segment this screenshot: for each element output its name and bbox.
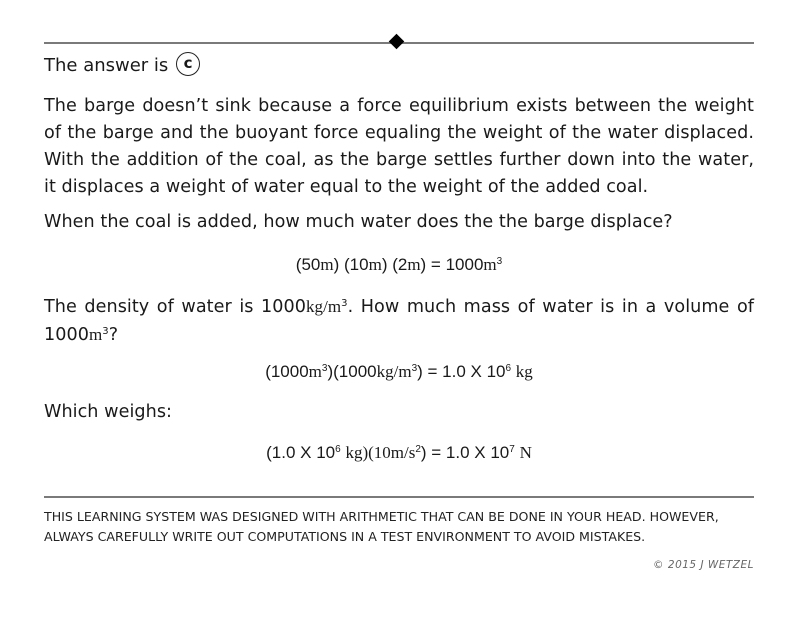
answer-statement — [44, 53, 200, 79]
answer-choice-badge: c — [176, 52, 200, 76]
explanation-paragraph: The barge doesn’t sink because a force equilibrium exists between the weight of the barge and the buoyant force equaling the weight of the water displaced. With the addition of the coal, as the barge settles further down into the water, it displaces a weight of water equal to the weight of the added coal. — [44, 96, 754, 197]
diamond-ornament-icon — [389, 34, 405, 50]
weight-equation: (1.0 X $10^6$ $kg)(10m/s^2) = 1.0$ X $10^7$ N — [266, 443, 532, 462]
bottom-divider — [44, 496, 754, 498]
volume-equation: (50m) (10m) $(2m) = 1000m^3$ — [295, 255, 503, 274]
mass-equation: $(1000m^3)(1000kg/m^3) = 1.0$ X $10^6$ kg — [265, 362, 533, 381]
answer-prefix: The answer is — [44, 55, 169, 76]
density-paragraph: The density of water is $1000kg/m^3$. How much mass of water is in a volume of $1000m^3$? — [44, 297, 754, 345]
which-weighs-label: Which weighs: — [44, 402, 173, 422]
copyright-notice: © 2015 J WETZEL — [653, 559, 754, 571]
disclaimer-text: THIS LEARNING SYSTEM WAS DESIGNED WITH ARITHMETIC THAT CAN BE DONE IN YOUR HEAD. HOWEVER, ALWAYS CAREFULLY WRITE OUT COMPUTATIONS IN A TEST ENVIRONMENT TO AVOID MISTAKES. — [44, 509, 719, 544]
volume-question: When the coal is added, how much water does the the barge displace? — [44, 212, 673, 232]
